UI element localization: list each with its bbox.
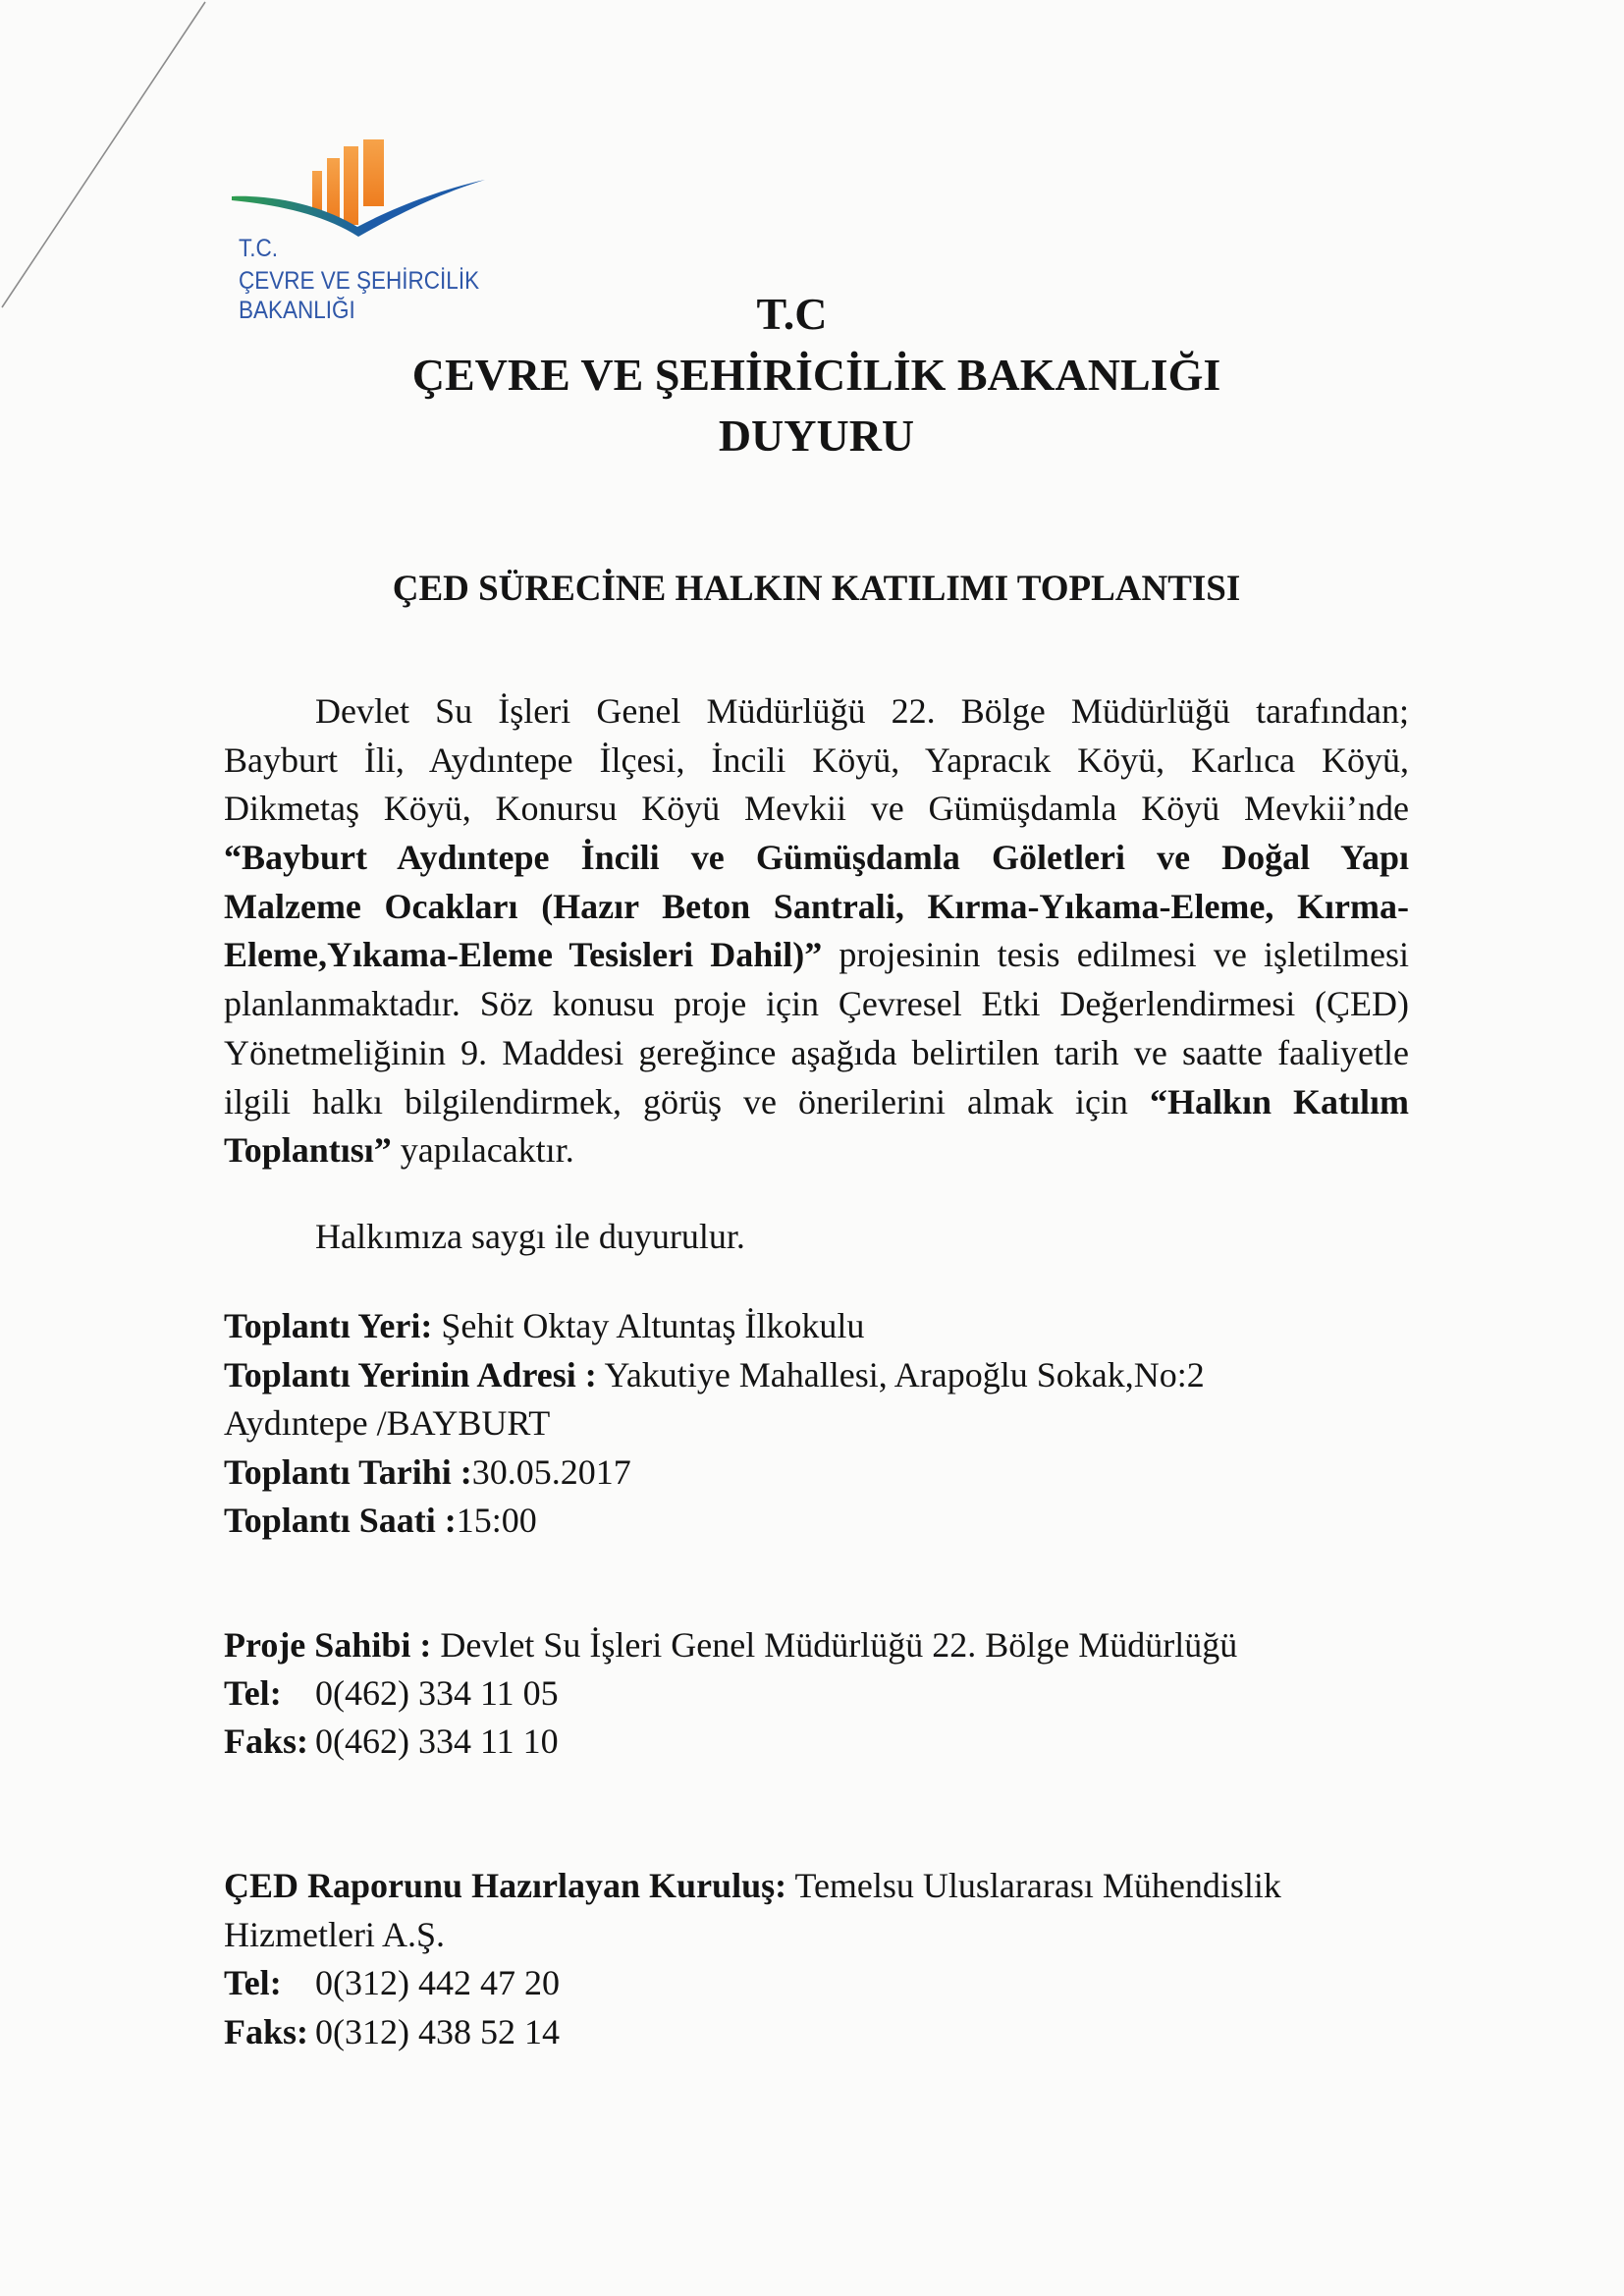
- body-line: [224, 785, 1409, 834]
- report-preparer-row: [224, 1862, 1409, 1911]
- body-text: yapılacaktır.: [391, 1130, 574, 1171]
- body-text: planlanmaktadır. Söz konusu proje için Çevresel Etki Değerlendirmesi (ÇED): [224, 984, 1409, 1024]
- logo-text-line1: T.C.: [239, 235, 279, 262]
- meeting-place-row: [224, 1302, 1409, 1351]
- logo-bar: [363, 139, 384, 206]
- tel-label: Tel:: [224, 1673, 282, 1713]
- report-preparer-label: ÇED Raporunu Hazırlayan Kuruluş:: [224, 1866, 787, 1905]
- body-text: Yönetmeliğinin 9. Maddesi gereğince aşağıda belirtilen tarih ve saatte faaliyetle: [224, 1032, 1409, 1072]
- closing-text: Halkımıza saygı ile duyurulur.: [315, 1217, 745, 1256]
- project-owner-tel-row: [224, 1669, 1409, 1718]
- body-text: ilgili halkı bilgilendirmek, görüş ve önerilerini almak için: [224, 1081, 1150, 1121]
- announcement-body: [224, 687, 1409, 1175]
- meeting-address-label: Toplantı Yerinin Adresi :: [224, 1354, 597, 1394]
- report-preparer-info: [224, 1862, 1409, 2057]
- meeting-time-value: 15:00: [456, 1501, 537, 1540]
- body-line: [224, 1029, 1409, 1078]
- body-text: Dikmetaş Köyü, Konursu Köyü Mevkii ve Gümüşdamla Köyü Mevkii’nde: [224, 789, 1409, 829]
- body-line: [224, 931, 1409, 980]
- logo-bar: [344, 146, 358, 225]
- fax-label: Faks:: [224, 1722, 309, 1761]
- body-line: [224, 1126, 1409, 1175]
- meeting-date-value: 30.05.2017: [471, 1451, 631, 1492]
- meeting-date-row: [224, 1449, 1409, 1498]
- meeting-time-label: Toplantı Saati :: [224, 1501, 457, 1540]
- scan-mark: [0, 0, 216, 324]
- report-preparer-line2: Hizmetleri A.Ş.: [224, 1914, 445, 1954]
- logo-bar: [327, 158, 340, 221]
- meeting-time-row: [224, 1497, 1409, 1546]
- header-ministry: ÇEVRE VE ŞEHİRİCİLİK BAKANLIĞI: [411, 350, 1221, 400]
- project-owner-label: Proje Sahibi :: [224, 1625, 432, 1665]
- meeting-name-text: “Halkın Katılım: [1149, 1081, 1409, 1121]
- logo-text-line2: ÇEVRE VE ŞEHİRCİLİK: [239, 267, 480, 295]
- project-owner-fax-row: [224, 1718, 1409, 1766]
- body-line: [224, 687, 1409, 737]
- subject-heading: ÇED SÜRECİNE HALKIN KATILIMI TOPLANTISI: [392, 569, 1241, 609]
- meeting-name-text: Toplantısı”: [224, 1130, 392, 1171]
- body-line: [224, 834, 1409, 883]
- fax-value: 0(312) 438 52 14: [315, 2012, 560, 2052]
- body-text: Devlet Su İşleri Genel Müdürlüğü 22. Bölge Müdürlüğü tarafından;: [315, 691, 1409, 731]
- tel-label: Tel:: [224, 1963, 282, 2003]
- report-preparer-tel-row: [224, 1959, 1409, 2008]
- report-preparer-value: Temelsu Uluslararası Mühendislik: [794, 1866, 1281, 1905]
- meeting-address-row: [224, 1351, 1409, 1400]
- project-name-text: Eleme,Yıkama-Eleme Tesisleri Dahil)”: [224, 935, 823, 975]
- page-title: DUYURU: [718, 410, 915, 461]
- meeting-address-value: Yakutiye Mahallesi, Arapoğlu Sokak,No:2: [604, 1354, 1205, 1394]
- meeting-info: [224, 1302, 1409, 1546]
- body-line: [224, 1078, 1409, 1127]
- tel-value: 0(312) 442 47 20: [315, 1963, 560, 2003]
- body-text: Bayburt İli, Aydıntepe İlçesi, İncili Köyü, Yapracık Köyü, Karlıca Köyü,: [224, 739, 1409, 780]
- meeting-address-line2: Aydıntepe /BAYBURT: [224, 1403, 551, 1443]
- project-owner-value: Devlet Su İşleri Genel Müdürlüğü 22. Bölge Müdürlüğü: [440, 1625, 1238, 1665]
- ministry-logo-icon: [226, 126, 491, 242]
- body-line: [224, 980, 1409, 1029]
- report-preparer-fax-row: [224, 2008, 1409, 2057]
- tel-value: 0(462) 334 11 05: [315, 1673, 559, 1713]
- fax-value: 0(462) 334 11 10: [315, 1722, 559, 1761]
- meeting-place-value: Şehit Oktay Altuntaş İlkokulu: [441, 1306, 865, 1345]
- project-owner-info: [224, 1621, 1409, 1766]
- project-name-text: “Bayburt Aydıntepe İncili ve Gümüşdamla Göletleri ve Doğal Yapı: [224, 838, 1409, 878]
- meeting-date-label: Toplantı Tarihi :: [224, 1451, 472, 1492]
- header-state: T.C: [756, 289, 828, 339]
- project-owner-row: [224, 1621, 1409, 1669]
- project-name-text: Malzeme Ocakları (Hazır Beton Santrali, Kırma-Yıkama-Eleme, Kırma-: [224, 886, 1409, 926]
- body-line: [224, 737, 1409, 786]
- body-text: projesinin tesis edilmesi ve işletilmesi: [822, 935, 1409, 975]
- closing-block: [224, 1213, 1409, 1262]
- meeting-place-label: Toplantı Yeri:: [224, 1306, 433, 1345]
- body-line: [224, 883, 1409, 932]
- fax-label: Faks:: [224, 2012, 309, 2052]
- logo-text-line3: BAKANLIĞI: [239, 297, 355, 324]
